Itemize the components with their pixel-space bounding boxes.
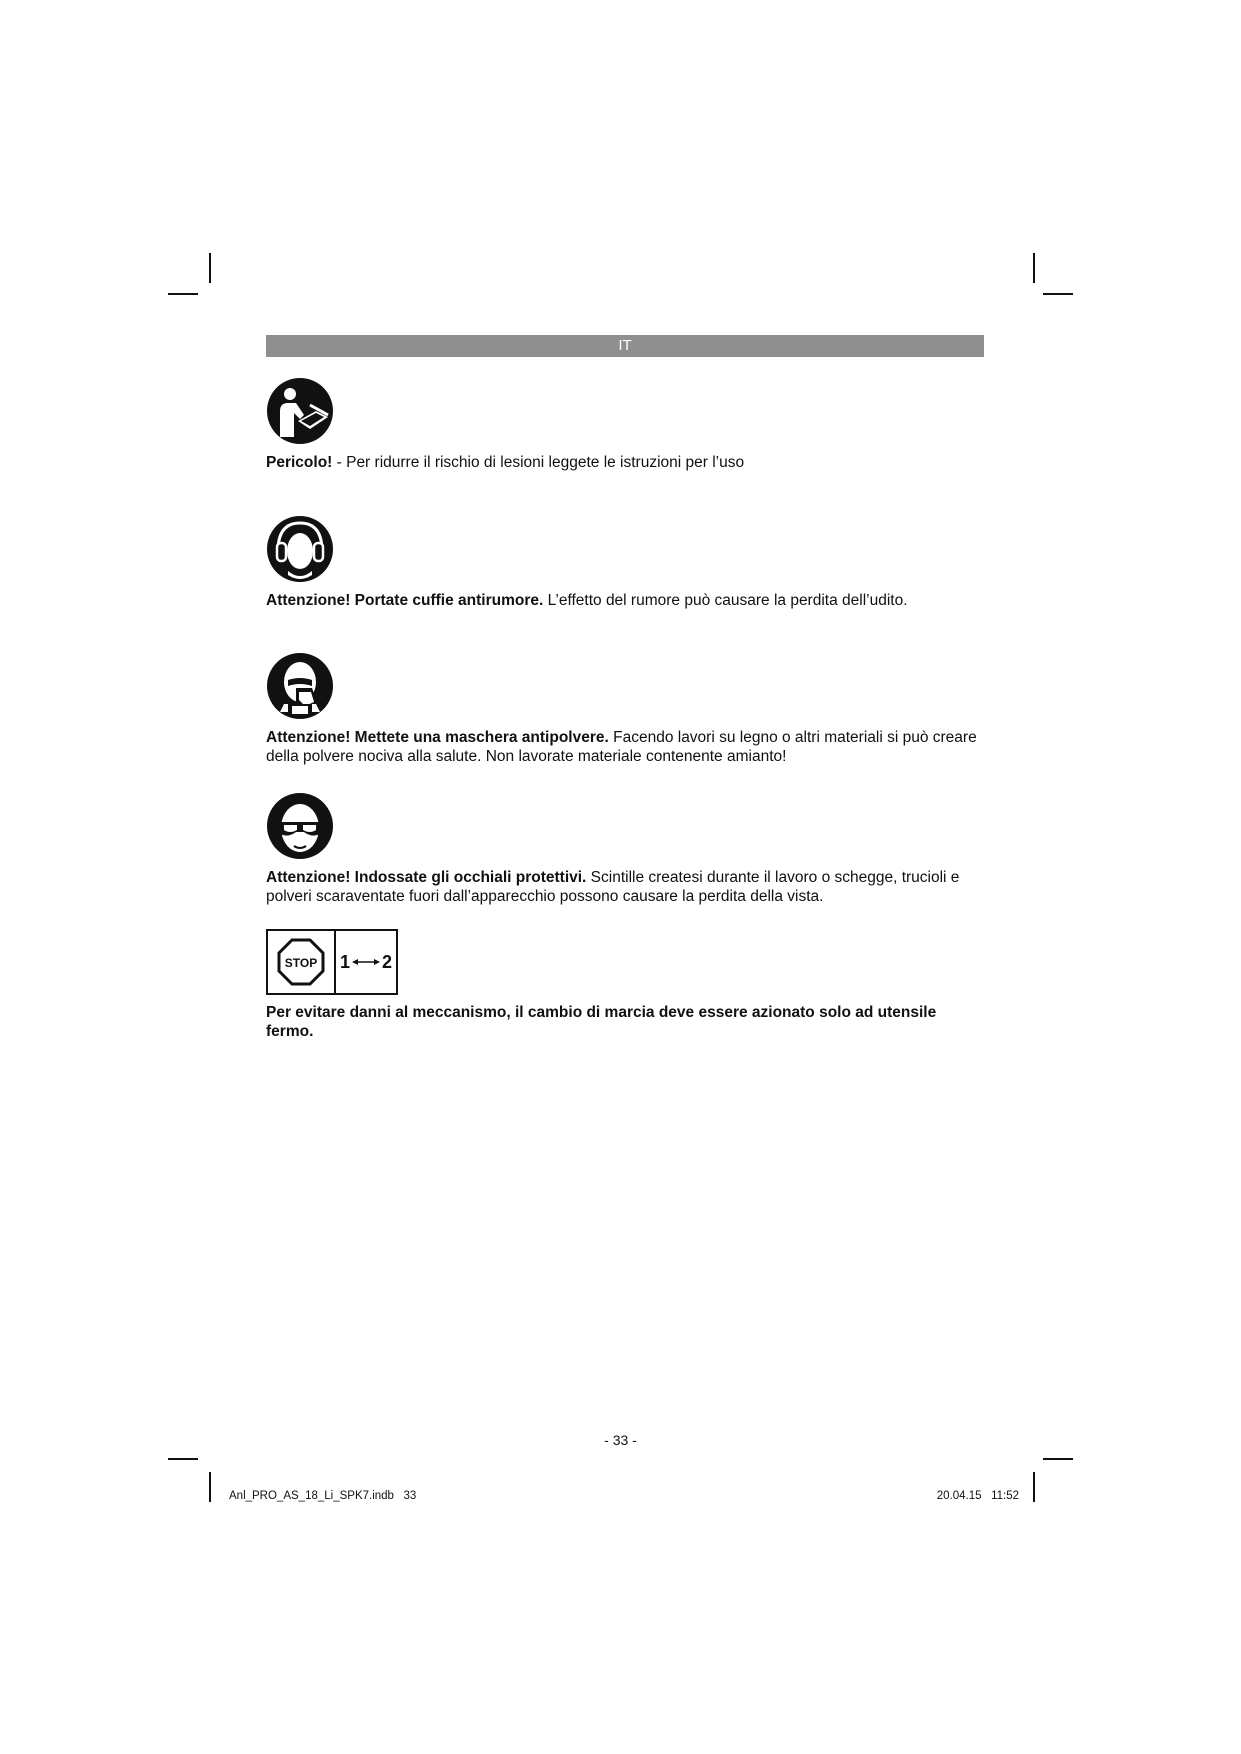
section-gear-change [266,929,986,1041]
stop-icon [277,938,325,986]
section-body: Facendo lavori su legno o altri materiali si può creare della polvere nociva alla salute. Non lavorate materiale contenente amianto! [266,729,977,765]
section-body: Scintille createsi durante il lavoro o schegge, trucioli e polveri scaraventate fuori dall’apparecchio possono causare la perdita della vista. [266,869,960,905]
language-bar: IT [266,335,984,357]
crop-mark [209,1472,211,1502]
section-heading: Attenzione! Portate cuffie antirumore. [266,592,544,609]
crop-mark [1033,1472,1035,1502]
stop-label: STOP [284,956,318,970]
read-manual-icon [266,377,334,445]
crop-mark [1043,1458,1073,1460]
section-heading: Attenzione! Mettete una maschera antipolvere. [266,729,609,746]
crop-mark [168,1458,198,1460]
section-heading: Per evitare danni al meccanismo, il cambio di marcia deve essere azionato solo ad utensile fermo. [266,1004,937,1040]
crop-mark [1043,293,1073,295]
footer-date: 20.04.15 11:52 [936,1490,1019,1502]
section-dust-mask [266,652,986,766]
section-ear-protection [266,515,986,610]
section-body: - Per ridurre il rischio di lesioni leggete le istruzioni per l’uso [332,454,745,471]
double-arrow-icon [352,957,380,967]
crop-mark [1033,253,1035,283]
section-heading: Attenzione! Indossate gli occhiali protettivi. [266,869,587,886]
dust-mask-icon [266,652,334,720]
gear-from: 1 [339,951,350,972]
section-heading: Pericolo! [266,454,333,471]
page-number: - 33 - [604,1432,637,1448]
section-read-manual [266,377,986,472]
safety-glasses-icon [266,792,334,860]
section-safety-glasses [266,792,986,906]
ear-protection-icon [266,515,334,583]
footer-file: Anl_PRO_AS_18_Li_SPK7.indb 33 [229,1490,417,1502]
stop-gear-box [266,929,398,995]
gear-change-icon [340,952,392,973]
section-body: L’effetto del rumore può causare la perdita dell’udito. [543,592,908,609]
crop-mark [209,253,211,283]
gear-to: 2 [382,951,393,972]
crop-mark [168,293,198,295]
